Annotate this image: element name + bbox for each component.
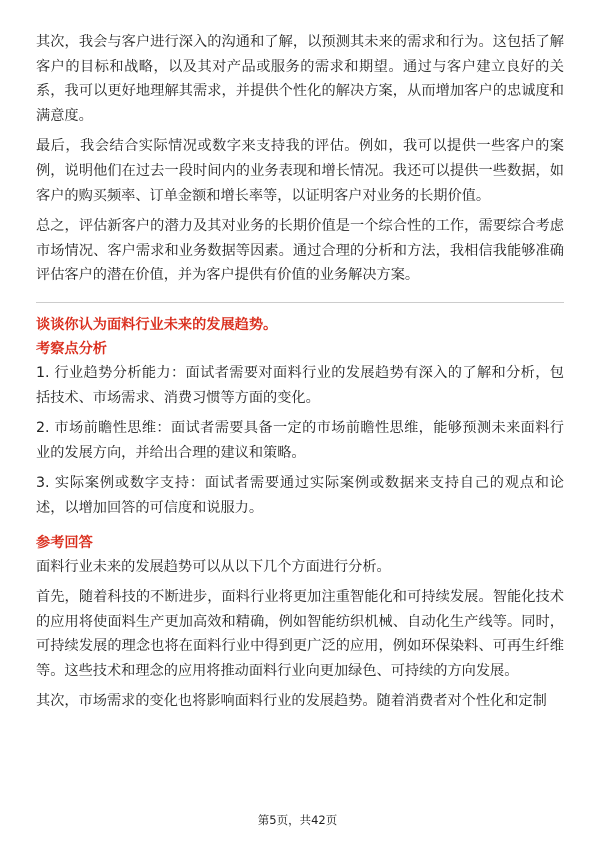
paragraph: 其次，市场需求的变化也将影响面料行业的发展趋势。随着消费者对个性化和定制 bbox=[36, 693, 547, 710]
paragraph: 其次，我会与客户进行深入的沟通和了解，以预测其未来的需求和行为。这包括了解客户的目标和战略，以及其对产品或服务的需求和期望。通过与客户建立良好的关系，我可以更好地理解其需求，并提供个性化的解决方案，从而增加客户的忠诚度和满意度。 bbox=[36, 34, 564, 124]
paragraph: 首先，随着科技的不断进步，面料行业将更加注重智能化和可持续发展。智能化技术的应用将使面料生产更加高效和精确，例如智能纺织机械、自动化生产线等。同时，可持续发展的理念也将在面料行业中得到更广泛的应用，例如环保染料、可再生纤维等。这些技术和理念的应用将推动面料行业向更加绿色、可持续的方向发展。 bbox=[36, 589, 564, 679]
analysis-heading: 考察点分析 bbox=[36, 340, 107, 357]
paragraph: 最后，我会结合实际情况或数字来支持我的评估。例如，我可以提供一些客户的案例，说明他们在过去一段时间内的业务表现和增长情况。我还可以提供一些数据，如客户的购买频率、订单金额和增长率等，以证明客户对业务的长期价值。 bbox=[36, 138, 564, 204]
question-title: 谈谈你认为面料行业未来的发展趋势。 bbox=[36, 316, 278, 333]
page-content bbox=[36, 30, 564, 714]
paragraph: 面料行业未来的发展趋势可以从以下几个方面进行分析。 bbox=[36, 558, 391, 575]
divider bbox=[36, 302, 564, 303]
analysis-point: 1. 行业趋势分析能力：面试者需要对面料行业的发展趋势有深入的了解和分析，包括技术、市场需求、消费习惯等方面的变化。 bbox=[36, 364, 564, 406]
analysis-point: 3. 实际案例或数字支持：面试者需要通过实际案例或数据来支持自己的观点和论述，以增加回答的可信度和说服力。 bbox=[36, 475, 564, 516]
page-number: 第5页，共42页 bbox=[257, 813, 338, 827]
analysis-point: 2. 市场前瞻性思维：面试者需要具备一定的市场前瞻性思维，能够预测未来面料行业的发展方向，并给出合理的建议和策略。 bbox=[36, 420, 564, 461]
answer-heading: 参考回答 bbox=[36, 534, 93, 551]
paragraph: 总之，评估新客户的潜力及其对业务的长期价值是一个综合性的工作，需要综合考虑市场情况、客户需求和业务数据等因素。通过合理的分析和方法，我相信我能够准确评估客户的潜在价值，并为客户提供有价值的业务解决方案。 bbox=[36, 218, 564, 284]
